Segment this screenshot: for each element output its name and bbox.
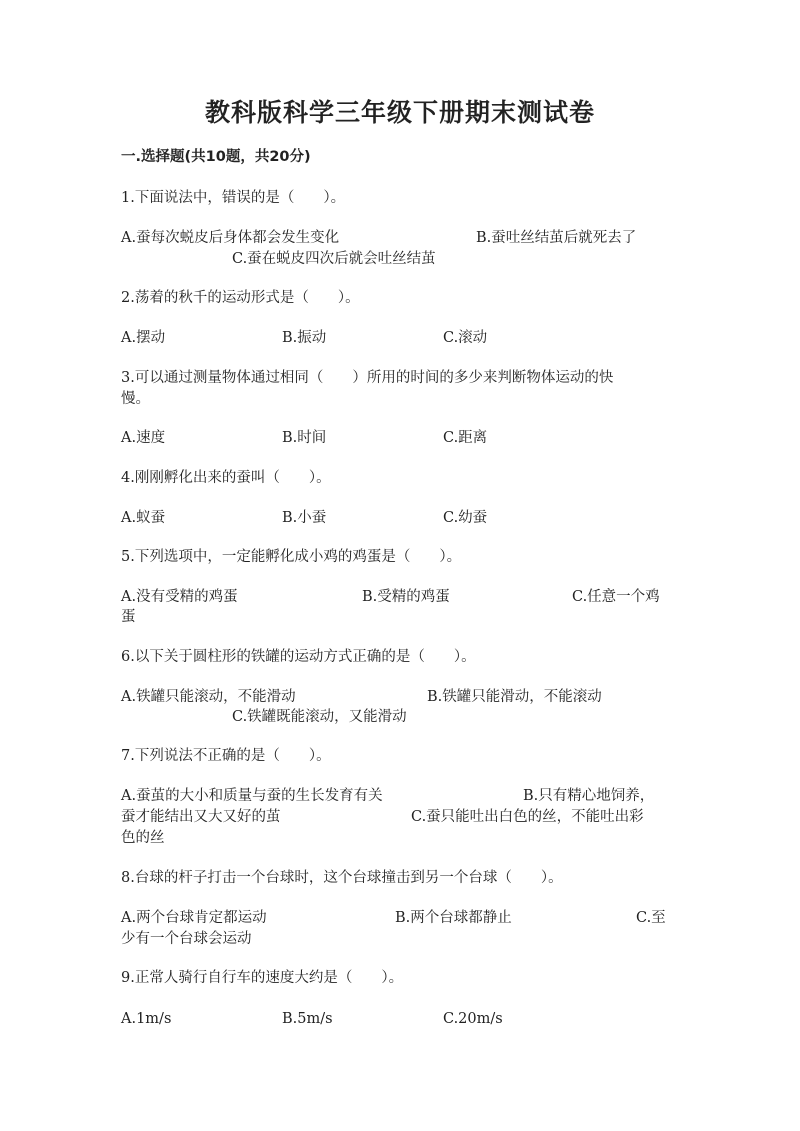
question-8-stem: 8.台球的杆子打击一个台球时，这个台球撞击到另一个台球（ ）。 [121, 870, 563, 886]
question-2-stem: 2.荡着的秋千的运动形式是（ ）。 [121, 290, 360, 306]
question-4-option-a: A.蚁蚕 [121, 510, 166, 526]
question-7-option-b-line1: B.只有精心地饲养， [523, 788, 655, 804]
question-4-option-c: C.幼蚕 [443, 510, 488, 526]
question-9-stem: 9.正常人骑行自行车的速度大约是（ ）。 [121, 970, 404, 986]
question-3-stem-line2: 慢。 [121, 391, 150, 407]
question-8-option-c-wrap: 少有一个台球会运动 [121, 931, 252, 947]
question-1-stem: 1.下面说法中，错误的是（ ）。 [121, 190, 346, 206]
question-6-option-b: B.铁罐只能滑动，不能滚动 [427, 689, 602, 705]
question-6-option-c: C.铁罐既能滚动，又能滑动 [232, 709, 407, 725]
question-8-option-c: C.至 [636, 910, 666, 926]
question-3-option-c: C.距离 [443, 430, 488, 446]
question-6-stem: 6.以下关于圆柱形的铁罐的运动方式正确的是（ ）。 [121, 649, 476, 665]
question-2-option-b: B.振动 [282, 330, 327, 346]
question-8-option-b: B.两个台球都静止 [395, 910, 512, 926]
question-1-option-a: A.蚕每次蜕皮后身体都会发生变化 [121, 230, 340, 246]
question-5-option-c-wrap: 蛋 [121, 609, 136, 625]
question-7-stem: 7.下列说法不正确的是（ ）。 [121, 748, 331, 764]
question-8-option-a: A.两个台球肯定都运动 [121, 910, 267, 926]
exam-title: 教科版科学三年级下册期末测试卷 [204, 98, 595, 127]
question-2-option-c: C.滚动 [443, 330, 488, 346]
question-9-option-c: C.20m/s [443, 1011, 503, 1027]
question-7-option-b-line2: 蚕才能结出又大又好的茧 [121, 809, 281, 825]
question-1-option-b: B.蚕吐丝结茧后就死去了 [476, 230, 637, 246]
question-7-option-c-line2: 色的丝 [121, 830, 165, 846]
question-1-option-c: C.蚕在蜕皮四次后就会吐丝结茧 [232, 251, 436, 267]
question-4-option-b: B.小蚕 [282, 510, 327, 526]
question-7-option-c-line1: C.蚕只能吐出白色的丝，不能吐出彩 [411, 809, 644, 825]
question-5-option-c: C.任意一个鸡 [572, 589, 660, 605]
question-6-option-a: A.铁罐只能滚动，不能滑动 [121, 689, 296, 705]
question-3-option-a: A.速度 [121, 430, 166, 446]
question-9-option-a: A.1m/s [121, 1011, 172, 1027]
question-4-stem: 4.刚刚孵化出来的蚕叫（ ）。 [121, 470, 331, 486]
question-7-option-a: A.蚕茧的大小和质量与蚕的生长发育有关 [121, 788, 383, 804]
question-5-option-a: A.没有受精的鸡蛋 [121, 589, 238, 605]
question-9-option-b: B.5m/s [282, 1011, 333, 1027]
question-3-option-b: B.时间 [282, 430, 327, 446]
question-2-option-a: A.摆动 [121, 330, 166, 346]
question-3-stem-line1: 3.可以通过测量物体通过相同（ ）所用的时间的多少来判断物体运动的快 [121, 370, 614, 386]
question-5-option-b: B.受精的鸡蛋 [362, 589, 450, 605]
question-5-stem: 5.下列选项中，一定能孵化成小鸡的鸡蛋是（ ）。 [121, 549, 462, 565]
section-heading: 一.选择题(共10题，共20分) [121, 149, 311, 165]
